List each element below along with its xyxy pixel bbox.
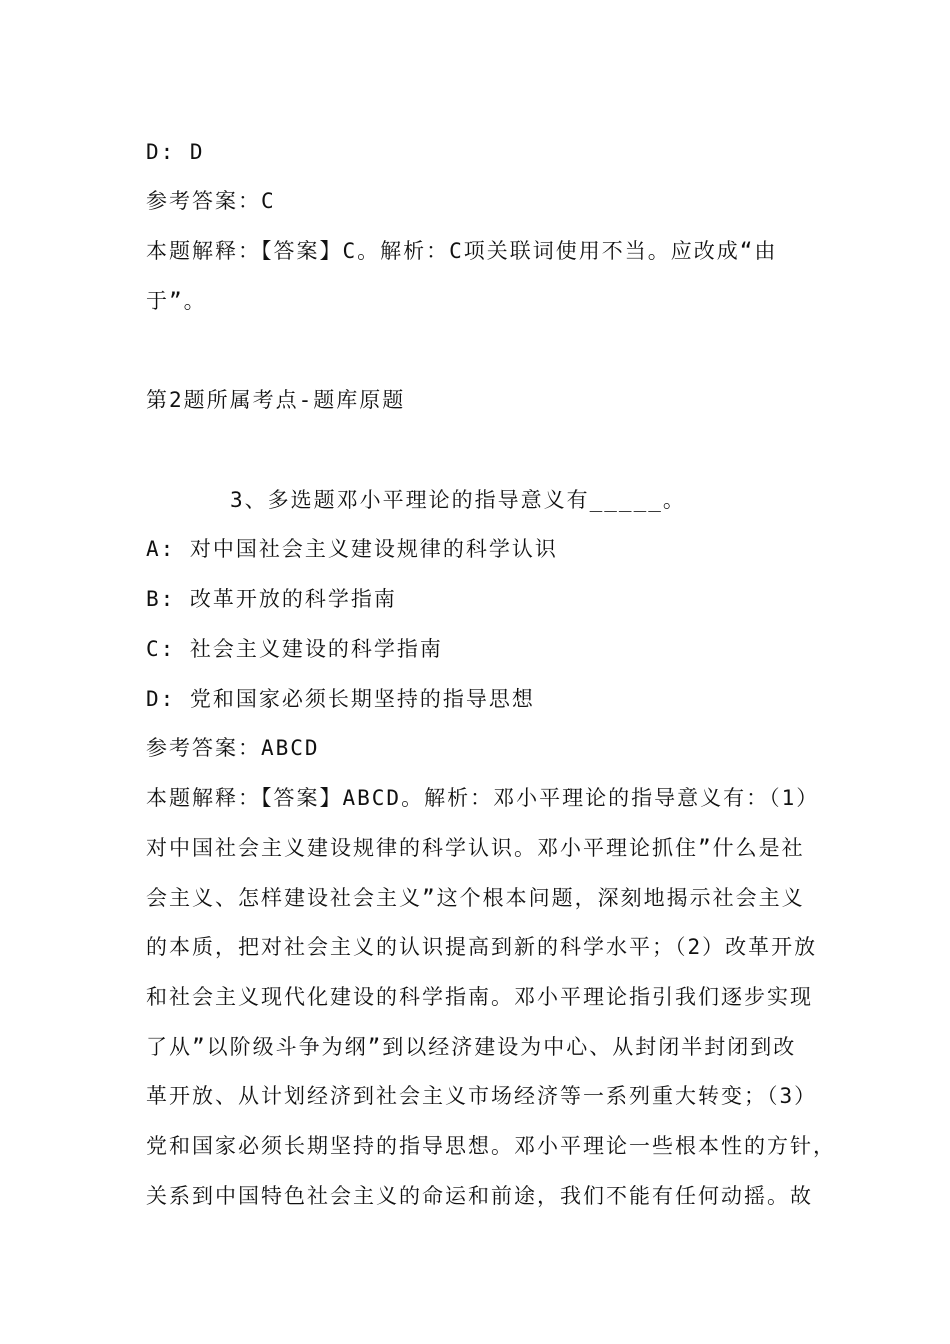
q3-option-d: D: 党和国家必须长期坚持的指导思想: [146, 687, 535, 711]
q3-explanation-line: 对中国社会主义建设规律的科学认识。邓小平理论抓住”什么是社: [146, 836, 805, 860]
q3-explanation-line: 革开放、从计划经济到社会主义市场经济等一系列重大转变；（3）: [146, 1084, 818, 1108]
q3-explanation-line: 和社会主义现代化建设的科学指南。邓小平理论指引我们逐步实现: [146, 985, 813, 1009]
q2-option-d: D: D: [146, 140, 205, 164]
q3-option-a: A: 对中国社会主义建设规律的科学认识: [146, 537, 558, 561]
q3-option-c: C: 社会主义建设的科学指南: [146, 637, 443, 661]
q3-answer: 参考答案：ABCD: [146, 736, 320, 760]
q2-topic: 第2题所属考点-题库原题: [146, 388, 406, 412]
q3-explanation-line: 党和国家必须长期坚持的指导思想。邓小平理论一些根本性的方针，: [146, 1134, 836, 1158]
q2-explanation-line: 于”。: [146, 289, 207, 313]
q3-explanation-line: 本题解释：【答案】ABCD。解析：邓小平理论的指导意义有：（1）: [146, 786, 820, 810]
q3-explanation-line: 的本质，把对社会主义的认识提高到新的科学水平；（2）改革开放: [146, 935, 818, 959]
q2-explanation-line: 本题解释：【答案】C。解析：C项关联词使用不当。应改成“由: [146, 239, 778, 263]
q3-explanation-line: 关系到中国特色社会主义的命运和前途，我们不能有任何动摇。故: [146, 1184, 813, 1208]
q3-option-b: B: 改革开放的科学指南: [146, 587, 397, 611]
q2-answer: 参考答案：C: [146, 189, 276, 213]
q3-explanation-line: 了从”以阶级斗争为纲”到以经济建设为中心、从封闭半封闭到改: [146, 1035, 797, 1059]
q3-explanation-line: 会主义、怎样建设社会主义”这个根本问题，深刻地揭示社会主义: [146, 886, 805, 910]
q3-question: 3、多选题邓小平理论的指导意义有_____。: [230, 488, 686, 512]
